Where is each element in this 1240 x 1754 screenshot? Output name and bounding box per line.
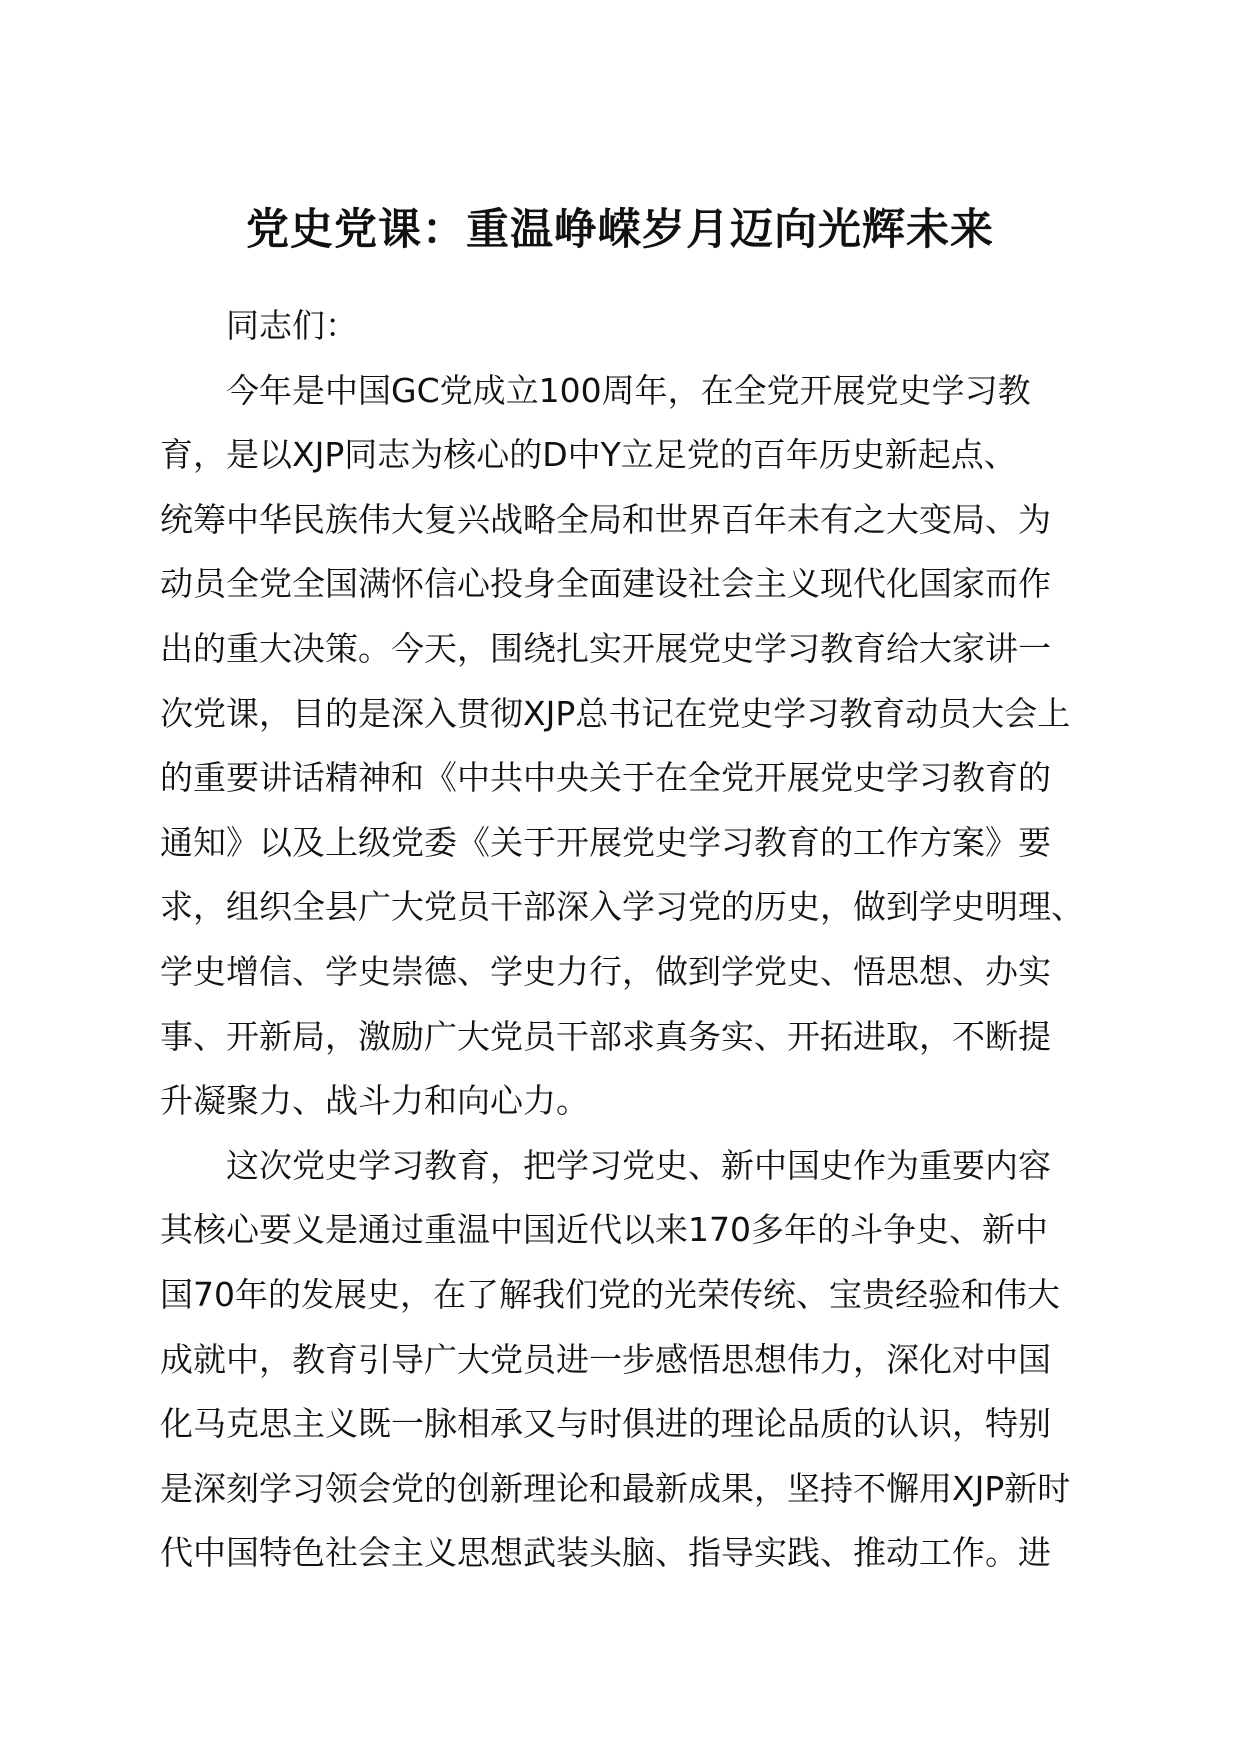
- paragraph-line: 这次党史学习教育，把学习党史、新中国史作为重要内容: [226, 1145, 1051, 1185]
- paragraph-line: 代中国特色社会主义思想武装头脑、指导实践、推动工作。进: [160, 1533, 1051, 1573]
- paragraph-line: 国70年的发展史，在了解我们党的光荣传统、宝贵经验和伟大: [160, 1274, 1060, 1314]
- paragraph-line: 化马克思主义既一脉相承又与时俱进的理论品质的认识，特别: [160, 1404, 1051, 1444]
- paragraph-line: 学史增信、学史崇德、学史力行，做到学党史、悟思想、办实: [160, 951, 1051, 991]
- paragraph-line: 是深刻学习领会党的创新理论和最新成果，坚持不懈用XJP新时: [160, 1468, 1071, 1508]
- paragraph-line: 动员全党全国满怀信心投身全面建设社会主义现代化国家而作: [160, 564, 1051, 604]
- paragraph-line: 升凝聚力、战斗力和向心力。: [160, 1081, 589, 1121]
- paragraph-line: 成就中，教育引导广大党员进一步感悟思想伟力，深化对中国: [160, 1339, 1051, 1379]
- document-body: [160, 294, 1118, 1586]
- paragraph-line: 其核心要义是通过重温中国近代以来170多年的斗争史、新中: [160, 1210, 1048, 1250]
- document-title: 党史党课：重温峥嵘岁月迈向光辉未来: [246, 205, 994, 255]
- salutation-line: 同志们：: [226, 306, 358, 345]
- paragraph-line: 事、开新局，激励广大党员干部求真务实、开拓进取，不断提: [160, 1016, 1051, 1056]
- paragraph-line: 出的重大决策。今天，围绕扎实开展党史学习教育给大家讲一: [160, 628, 1051, 668]
- paragraph-line: 育，是以XJP同志为核心的D中Y立足党的百年历史新起点、: [160, 435, 1017, 475]
- paragraph-line: 的重要讲话精神和《中共中央关于在全党开展党史学习教育的: [160, 758, 1051, 798]
- paragraph-line: 通知》以及上级党委《关于开展党史学习教育的工作方案》要: [160, 822, 1051, 862]
- paragraph-line: 今年是中国GC党成立100周年，在全党开展党史学习教: [226, 370, 1031, 410]
- paragraph-line: 次党课，目的是深入贯彻XJP总书记在党史学习教育动员大会上: [160, 693, 1071, 733]
- paragraph-line: 统筹中华民族伟大复兴战略全局和世界百年未有之大变局、为: [160, 499, 1051, 539]
- paragraph-line: 求，组织全县广大党员干部深入学习党的历史，做到学史明理、: [160, 887, 1084, 927]
